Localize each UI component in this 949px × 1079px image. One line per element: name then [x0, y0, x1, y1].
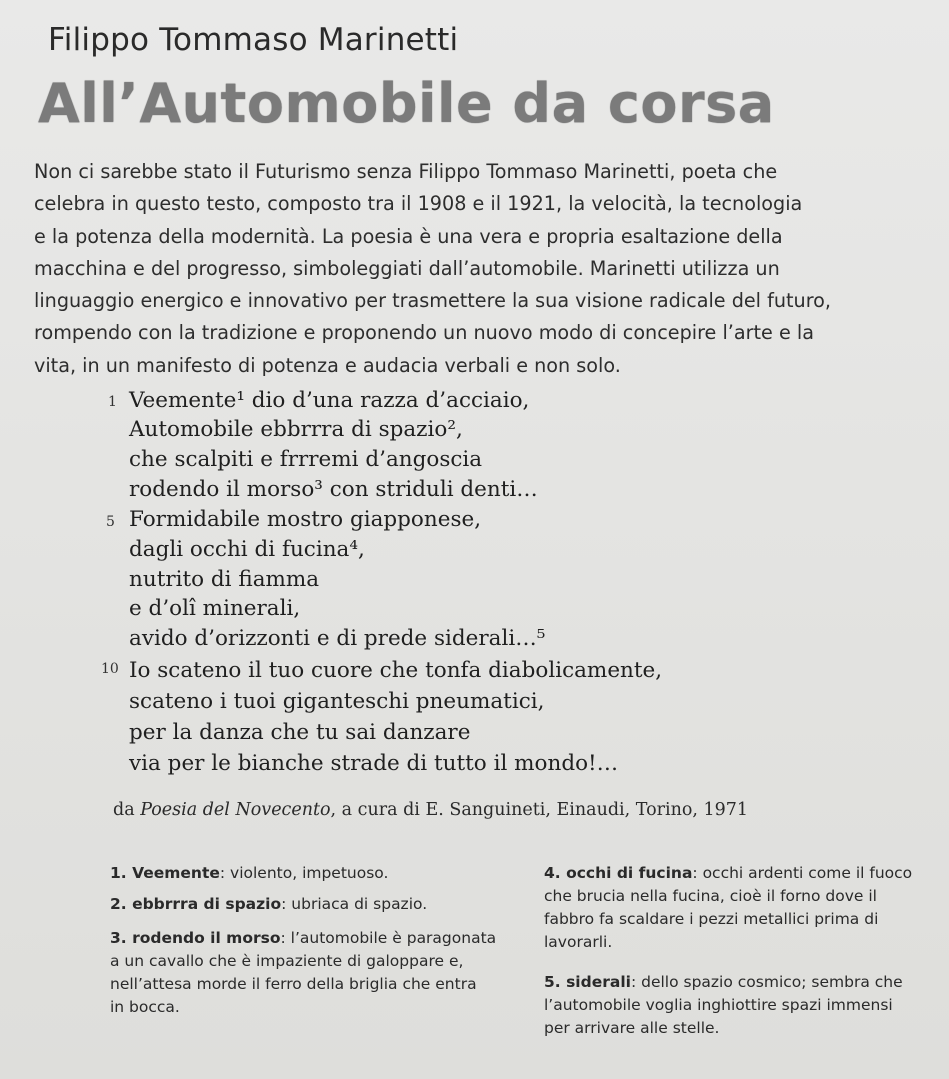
footnote-line	[110, 927, 496, 950]
poem-line: e d’olî minerali,	[129, 596, 301, 621]
footnote-line	[544, 971, 903, 994]
footnote-text: : occhi ardenti come il fuoco	[692, 864, 913, 882]
footnote-text: : violento, impetuoso.	[219, 864, 389, 882]
footnote-line: che brucia nella fucina, cioè il forno dove il	[544, 887, 877, 905]
source-citation	[113, 800, 748, 820]
poem-line: via per le bianche strade di tutto il mondo!…	[129, 751, 619, 776]
source-book-title: Poesia del Novecento	[140, 800, 331, 820]
footnote-line: a un cavallo che è impaziente di galoppare e,	[110, 952, 464, 970]
footnote-line: nell’attesa morde il ferro della briglia che entra	[110, 975, 477, 993]
footnote-line: per arrivare alle stelle.	[544, 1019, 720, 1037]
footnote-line: lavorarli.	[544, 933, 613, 951]
poem-line: Formidabile mostro giapponese,	[129, 507, 482, 532]
line-number: 5	[106, 514, 115, 530]
footnote-line: l’automobile voglia inghiottire spazi immensi	[544, 996, 893, 1014]
poem-line: scateno i tuoi giganteschi pneumatici,	[129, 689, 545, 714]
footnote-text: : l’automobile è paragonata	[280, 929, 497, 947]
footnote-5	[544, 971, 903, 1040]
intro-line: vita, in un manifesto di potenza e audacia verbali e non solo.	[34, 353, 621, 377]
poem-line: nutrito di fiamma	[129, 567, 320, 592]
line-number: 1	[108, 394, 117, 410]
footnote-line	[544, 862, 912, 885]
intro-line: celebra in questo testo, composto tra il 1908 e il 1921, la velocità, la tecnologia	[34, 192, 803, 216]
poem-line: che scalpiti e frrremi d’angoscia	[129, 447, 483, 472]
intro-line: linguaggio energico e innovativo per trasmettere la sua visione radicale del futuro,	[34, 289, 832, 313]
footnote-3	[110, 927, 496, 1019]
intro-paragraph	[34, 156, 914, 382]
footnote-text: : dello spazio cosmico; sembra che	[630, 973, 903, 991]
intro-line: rompendo con la tradizione e proponendo un nuovo modo di concepire l’arte e la	[34, 321, 814, 345]
footnote-2	[110, 893, 427, 916]
poem-line: avido d’orizzonti e di prede siderali…⁵	[129, 626, 546, 651]
intro-line: Non ci sarebbe stato il Futurismo senza Filippo Tommaso Marinetti, poeta che	[34, 160, 778, 183]
footnote-term: 1. Veemente	[110, 864, 220, 882]
poem-title: All’Automobile da corsa	[38, 72, 775, 135]
footnote-line: fabbro fa scaldare i pezzi metallici prima di	[544, 910, 879, 928]
footnote-term: 2. ebbrrra di spazio	[110, 895, 282, 913]
footnote-1	[110, 862, 388, 885]
footnote-term: 4. occhi di fucina	[544, 864, 693, 882]
author-name: Filippo Tommaso Marinetti	[48, 22, 459, 58]
poem-line: dagli occhi di fucina⁴,	[129, 537, 365, 562]
poem-line: rodendo il morso³ con striduli denti…	[129, 477, 538, 502]
footnote-term: 3. rodendo il morso	[110, 929, 281, 947]
footnote-line	[110, 862, 388, 885]
footnote-line	[110, 893, 427, 916]
footnote-term: 5. siderali	[544, 973, 631, 991]
intro-line: macchina e del progresso, simboleggiati dall’automobile. Marinetti utilizza un	[34, 256, 780, 280]
poem-line: Veemente¹ dio d’una razza d’acciaio,	[129, 388, 530, 413]
footnote-4	[544, 862, 912, 954]
source-prefix: da	[113, 800, 141, 820]
poem-line: Automobile ebbrrra di spazio²,	[129, 417, 463, 442]
poem-line: per la danza che tu sai danzare	[129, 720, 471, 745]
footnote-line: in bocca.	[110, 998, 180, 1016]
intro-line: e la potenza della modernità. La poesia è una vera e propria esaltazione della	[34, 224, 783, 248]
footnote-text: : ubriaca di spazio.	[281, 895, 428, 913]
line-number: 10	[101, 661, 119, 677]
poem-line: Io scateno il tuo cuore che tonfa diabolicamente,	[129, 658, 663, 683]
source-details: , a cura di E. Sanguineti, Einaudi, Torino, 1971	[330, 800, 749, 820]
